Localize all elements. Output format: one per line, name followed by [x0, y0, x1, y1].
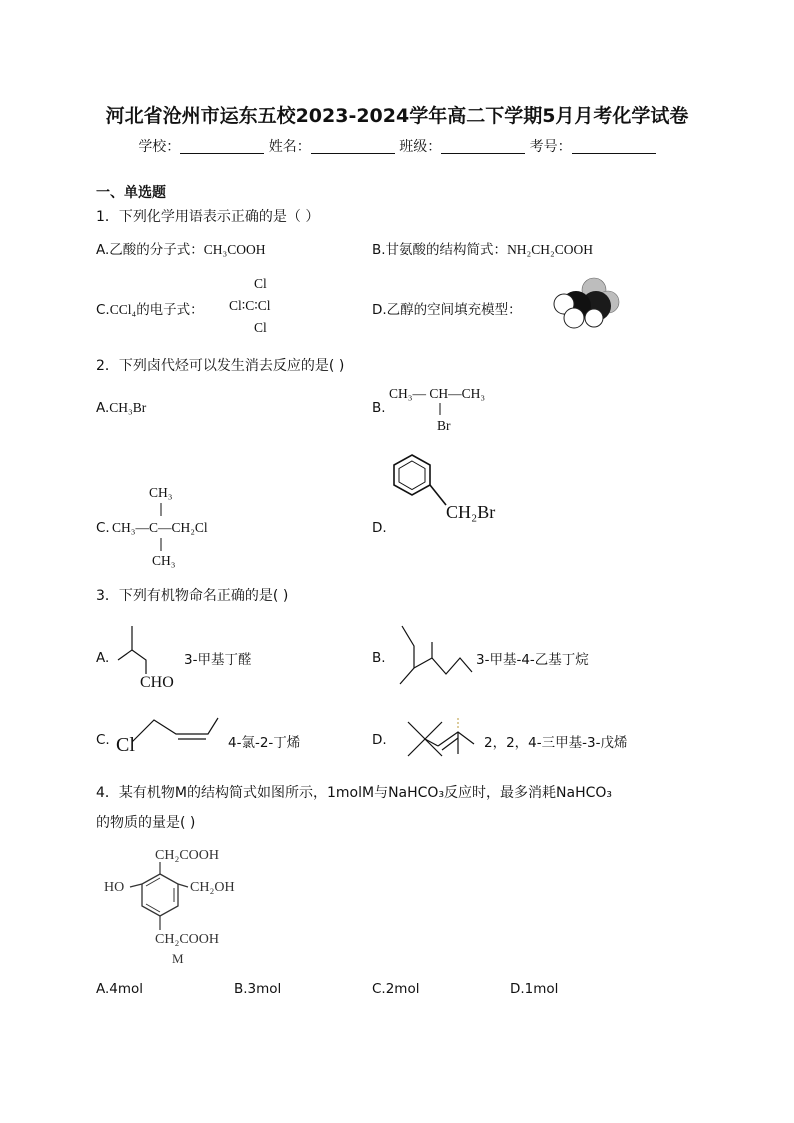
- q3-a-cho-group: CHO: [140, 674, 174, 691]
- q2-c-top-bond: [158, 503, 164, 517]
- q2-c-main-chain: CH₃—C—CH₂Cl: [112, 520, 208, 535]
- model-h-atom-5: [585, 309, 603, 327]
- q3-d-skeleton: [402, 716, 478, 762]
- q3-option-c-label: C.: [96, 732, 110, 748]
- q2-b-br: Br: [437, 418, 451, 433]
- class-blank[interactable]: [441, 139, 525, 154]
- q2-option-b[interactable]: [372, 400, 386, 416]
- exam-number-blank[interactable]: [572, 139, 656, 154]
- m-top-ch2cooh: CH₂COOH: [155, 848, 219, 863]
- q1-option-c-formula: CCl₄: [109, 302, 137, 317]
- question-4-stem-cont: 的物质的量是( ): [96, 815, 196, 831]
- q1-option-a[interactable]: [96, 238, 266, 258]
- q1-option-c-tail: 的电子式：: [136, 302, 204, 318]
- q3-c-skeleton: [130, 714, 222, 748]
- question-1-stem: 1．下列化学用语表示正确的是（ ）: [96, 209, 320, 225]
- question-2-stem: 2．下列卤代烃可以发生消去反应的是( ): [96, 358, 345, 374]
- m-label: M: [172, 951, 184, 966]
- q4-option-a[interactable]: A.4mol: [96, 981, 144, 997]
- name-blank[interactable]: [311, 139, 395, 154]
- q2-c-bottom-methyl: CH₃: [152, 553, 176, 568]
- q1-c-top-cl: Cl: [254, 276, 267, 291]
- q3-option-a-label: A.: [96, 650, 110, 666]
- q1-option-b[interactable]: [372, 238, 593, 258]
- q3-option-b-label: B.: [372, 650, 386, 666]
- q4-option-d[interactable]: D.1mol: [510, 981, 559, 997]
- q3-b-skeleton: [396, 622, 476, 690]
- name-label: 姓名：: [268, 139, 311, 155]
- q2-d-ch2br-group: CH₂Br: [446, 502, 496, 522]
- q2-c-top-methyl: CH₃: [149, 485, 173, 500]
- q3-a-name: 3-甲基丁醛: [184, 652, 252, 668]
- q2-b-main-chain: CH₃— CH—CH₃: [389, 386, 486, 401]
- q2-option-a-formula: CH₃Br: [109, 400, 147, 415]
- q2-option-b-label: B.: [372, 400, 386, 416]
- model-h-atom-4: [564, 308, 584, 328]
- q1-option-d-label: D.乙醇的空间填充模型：: [372, 302, 522, 318]
- q3-option-a[interactable]: [96, 650, 109, 666]
- m-left-ho: HO: [104, 880, 125, 895]
- q3-c-cl-atom: Cl: [116, 734, 135, 756]
- q4-option-c[interactable]: C.2mol: [372, 981, 420, 997]
- q3-option-c[interactable]: [96, 732, 110, 748]
- section-title: 一、单选题: [96, 185, 166, 201]
- q3-b-name: 3-甲基-4-乙基丁烷: [476, 652, 589, 668]
- q3-option-b[interactable]: [372, 650, 386, 666]
- exam-number-label: 考号：: [529, 139, 572, 155]
- q2-option-c[interactable]: [96, 520, 110, 536]
- q3-a-skeleton: [110, 622, 160, 678]
- q3-c-name: 4-氯-2-丁烯: [228, 735, 301, 751]
- q1-option-d[interactable]: [372, 298, 522, 318]
- school-label: 学校：: [138, 139, 181, 155]
- class-label: 班级：: [399, 139, 442, 155]
- m-bottom-ch2cooh: CH₂COOH: [155, 932, 219, 947]
- q2-c-bottom-bond: [158, 538, 164, 552]
- q3-option-d[interactable]: [372, 732, 387, 748]
- student-info-line: [0, 136, 794, 156]
- q2-option-a-label: A.: [96, 400, 110, 416]
- question-3-stem: 3．下列有机物命名正确的是( ): [96, 588, 289, 604]
- q1-option-b-label: B.甘氨酸的结构简式：: [372, 242, 508, 258]
- q2-option-c-label: C.: [96, 520, 110, 536]
- q1-option-b-formula: NH₂CH₂COOH: [507, 242, 593, 257]
- m-right-ch2oh: CH₂OH: [190, 880, 235, 895]
- q2-option-d-label: D.: [372, 520, 387, 536]
- q2-option-d[interactable]: [372, 520, 387, 536]
- q4-option-b[interactable]: B.3mol: [234, 981, 282, 997]
- q2-b-bond: [437, 403, 443, 417]
- q1-c-bottom-cl: Cl: [254, 320, 267, 335]
- q1-option-a-formula: CH₃COOH: [203, 242, 266, 257]
- q1-option-c[interactable]: [96, 298, 204, 318]
- q3-d-name: 2，2，4-三甲基-3-戊烯: [484, 735, 628, 751]
- school-blank[interactable]: [180, 139, 264, 154]
- page-title: 河北省沧州市运东五校2023-2024学年高二下学期5月月考化学试卷: [105, 105, 689, 127]
- question-4-stem: 4．某有机物M的结构简式如图所示，1molM与NaHCO₃反应时，最多消耗NaHCO₃: [96, 785, 613, 801]
- q1-option-a-label: A.乙酸的分子式：: [96, 242, 204, 258]
- q1-c-electron-formula: Cl∶C∶Cl: [229, 298, 271, 313]
- q2-option-a[interactable]: [96, 400, 146, 416]
- q3-option-d-label: D.: [372, 732, 387, 748]
- q1-option-c-label: C.: [96, 302, 110, 318]
- ethanol-space-filling-model: [546, 272, 626, 330]
